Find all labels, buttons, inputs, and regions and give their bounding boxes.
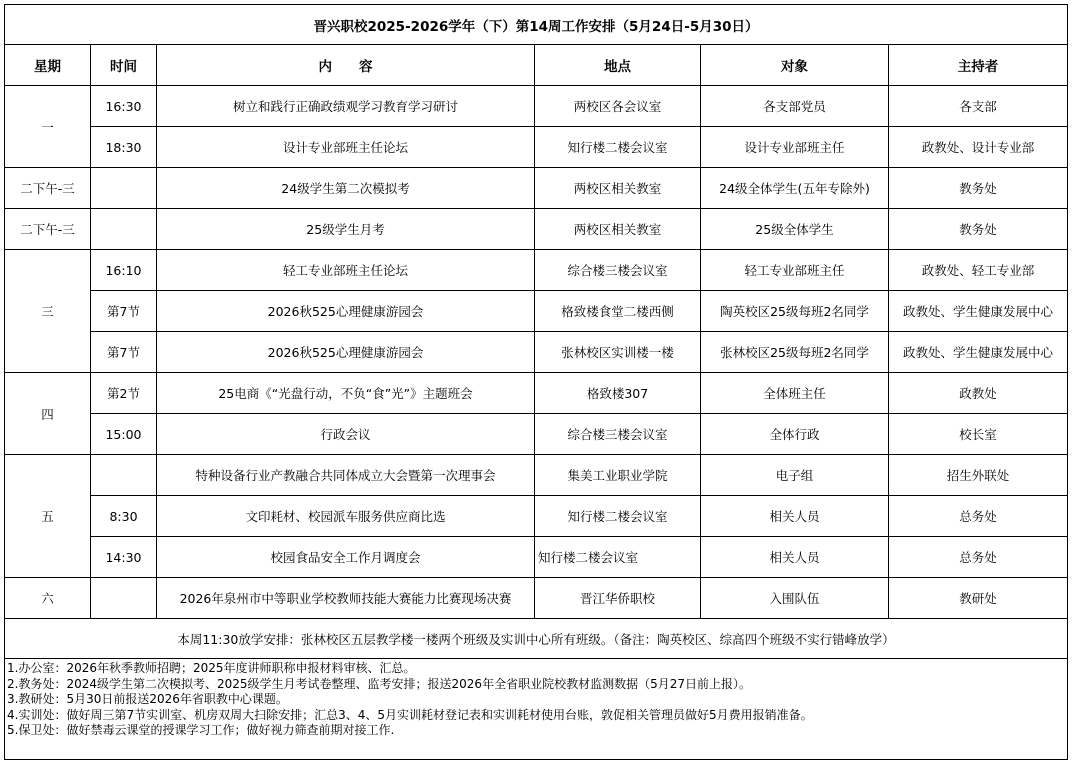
header-host: 主持者: [889, 45, 1068, 86]
table-row: [5, 250, 1068, 291]
weekday-cell: 二下午-三: [5, 209, 91, 250]
target-cell: 入围队伍: [701, 578, 889, 619]
table-row: [5, 537, 1068, 578]
place-cell: 知行楼二楼会议室: [535, 537, 701, 578]
content-cell: 特种设备行业产教融合共同体成立大会暨第一次理事会: [157, 455, 535, 496]
dismissal-note: 本周11:30放学安排：张林校区五层教学楼一楼两个班级及实训中心所有班级。（备注：陶英校区、综高四个班级不实行错峰放学）: [5, 619, 1068, 659]
content-cell: 2026秋525心理健康游园会: [157, 332, 535, 373]
target-cell: 24级全体学生(五年专除外): [701, 168, 889, 209]
host-cell: 政教处、学生健康发展中心: [889, 291, 1068, 332]
place-cell: 知行楼二楼会议室: [535, 127, 701, 168]
header-target: 对象: [701, 45, 889, 86]
target-cell: 轻工专业部班主任: [701, 250, 889, 291]
place-cell: 张林校区实训楼一楼: [535, 332, 701, 373]
page-title: 晋兴职校2025-2026学年（下）第14周工作安排（5月24日-5月30日）: [5, 5, 1068, 45]
table-row: [5, 414, 1068, 455]
content-cell: 校园食品安全工作月调度会: [157, 537, 535, 578]
place-cell: 两校区各会议室: [535, 86, 701, 127]
note-academic-affairs: 2.教务处：2024级学生第二次模拟考、2025级学生月考试卷整理、监考安排；报送2026年全省职业院校教材监测数据（5月27日前上报）。: [7, 676, 751, 691]
content-cell: 文印耗材、校园派车服务供应商比选: [157, 496, 535, 537]
table-row: [5, 455, 1068, 496]
content-cell: 设计专业部班主任论坛: [157, 127, 535, 168]
department-notes: [5, 659, 1068, 760]
time-cell: [91, 209, 157, 250]
table-row: [5, 373, 1068, 414]
target-cell: 设计专业部班主任: [701, 127, 889, 168]
place-cell: 综合楼三楼会议室: [535, 250, 701, 291]
place-cell: 两校区相关教室: [535, 168, 701, 209]
target-cell: 电子组: [701, 455, 889, 496]
host-cell: 招生外联处: [889, 455, 1068, 496]
table-row: [5, 86, 1068, 127]
place-cell: 两校区相关教室: [535, 209, 701, 250]
time-cell: [91, 168, 157, 209]
weekday-cell: 四: [5, 373, 91, 455]
time-cell: [91, 455, 157, 496]
content-cell: 25级学生月考: [157, 209, 535, 250]
content-cell: 24级学生第二次模拟考: [157, 168, 535, 209]
table-row: [5, 127, 1068, 168]
place-cell: 知行楼二楼会议室: [535, 496, 701, 537]
time-cell: 第7节: [91, 291, 157, 332]
target-cell: 陶英校区25级每班2名同学: [701, 291, 889, 332]
place-cell: 综合楼三楼会议室: [535, 414, 701, 455]
schedule-sheet: [4, 4, 1067, 760]
note-training: 4.实训处：做好周三第7节实训室、机房双周大扫除安排；汇总3、4、5月实训耗材登记表和实训耗材使用台账，敦促相关管理员做好5月费用报销准备。: [7, 707, 813, 722]
place-cell: 集美工业职业学院: [535, 455, 701, 496]
table-row: [5, 168, 1068, 209]
time-cell: [91, 578, 157, 619]
host-cell: 政教处、学生健康发展中心: [889, 332, 1068, 373]
host-cell: 教务处: [889, 209, 1068, 250]
place-cell: 晋江华侨职校: [535, 578, 701, 619]
content-cell: 树立和践行正确政绩观学习教育学习研讨: [157, 86, 535, 127]
host-cell: 各支部: [889, 86, 1068, 127]
schedule-table: [4, 4, 1068, 760]
weekday-cell: 五: [5, 455, 91, 578]
host-cell: 教务处: [889, 168, 1068, 209]
host-cell: 校长室: [889, 414, 1068, 455]
time-cell: 18:30: [91, 127, 157, 168]
note-office: 1.办公室：2026年秋季教师招聘；2025年度讲师职称申报材料审核、汇总。: [7, 661, 416, 675]
target-cell: 相关人员: [701, 537, 889, 578]
place-cell: 格致楼307: [535, 373, 701, 414]
table-row: [5, 209, 1068, 250]
time-cell: 16:30: [91, 86, 157, 127]
header-time: 时间: [91, 45, 157, 86]
table-row: [5, 291, 1068, 332]
table-row: [5, 332, 1068, 373]
weekday-cell: 二下午-三: [5, 168, 91, 209]
table-row: [5, 496, 1068, 537]
time-cell: 15:00: [91, 414, 157, 455]
target-cell: 全体班主任: [701, 373, 889, 414]
host-cell: 政教处、轻工专业部: [889, 250, 1068, 291]
content-cell: 2026秋525心理健康游园会: [157, 291, 535, 332]
time-cell: 第2节: [91, 373, 157, 414]
header-content: 内 容: [157, 45, 535, 86]
target-cell: 相关人员: [701, 496, 889, 537]
target-cell: 25级全体学生: [701, 209, 889, 250]
weekday-cell: 一: [5, 86, 91, 168]
time-cell: 14:30: [91, 537, 157, 578]
time-cell: 8:30: [91, 496, 157, 537]
host-cell: 政教处、设计专业部: [889, 127, 1068, 168]
content-cell: 行政会议: [157, 414, 535, 455]
target-cell: 各支部党员: [701, 86, 889, 127]
place-cell: 格致楼食堂二楼西侧: [535, 291, 701, 332]
target-cell: 张林校区25级每班2名同学: [701, 332, 889, 373]
weekday-cell: 六: [5, 578, 91, 619]
host-cell: 总务处: [889, 537, 1068, 578]
note-security: 5.保卫处：做好禁毒云课堂的授课学习工作；做好视力筛查前期对接工作.: [7, 723, 395, 737]
content-cell: 25电商《“光盘行动，不负“食”光”》主题班会: [157, 373, 535, 414]
table-row: [5, 578, 1068, 619]
target-cell: 全体行政: [701, 414, 889, 455]
time-cell: 第7节: [91, 332, 157, 373]
host-cell: 教研处: [889, 578, 1068, 619]
weekday-cell: 三: [5, 250, 91, 373]
time-cell: 16:10: [91, 250, 157, 291]
content-cell: 轻工专业部班主任论坛: [157, 250, 535, 291]
note-research: 3.教研处：5月30日前报送2026年省职教中心课题。: [7, 692, 288, 706]
header-weekday: 星期: [5, 45, 91, 86]
header-place: 地点: [535, 45, 701, 86]
content-cell: 2026年泉州市中等职业学校教师技能大赛能力比赛现场决赛: [157, 578, 535, 619]
host-cell: 政教处: [889, 373, 1068, 414]
host-cell: 总务处: [889, 496, 1068, 537]
